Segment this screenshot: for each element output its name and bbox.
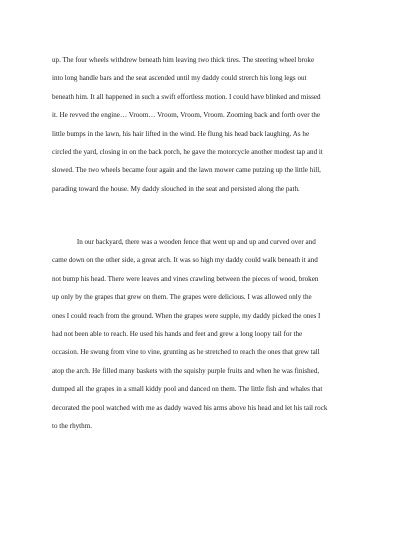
- text-line: up only by the grapes that grew on them. The grapes were delicious. I was allowed only the: [52, 293, 312, 302]
- text-line: little bumps in the lawn, his hair lifted in the wind. He flung his head back laughing. As he: [52, 129, 310, 138]
- paragraph-grape-arch: [52, 233, 382, 435]
- text-line: into long handle bars and the seat ascended until my daddy could strerch his long legs out: [52, 74, 307, 83]
- text-line: In our backyard, there was a wooden fence that went up and up and curved over and: [52, 238, 316, 246]
- text-line: atop the arch. He filled many baskets with the squishy purple fruits and when he was finished,: [52, 366, 320, 375]
- text-line: it. He revved the engine… Vroom… Vroom, Vroom, Vroom. Zooming back and forth over the: [52, 111, 321, 120]
- text-line: up. The four wheels withdrew beneath him leaving two thick tires. The steering wheel broke: [52, 56, 315, 64]
- text-line: occasion. He swung from vine to vine, grunting as he stretched to reach the ones that grew tall: [52, 348, 320, 357]
- text-line: beneath him. It all happened in such a swift effortless motion. I could have blinked and missed: [52, 92, 321, 101]
- text-line: came down on the other side, a great arch. It was so high my daddy could walk beneath it and: [52, 256, 318, 265]
- text-line: decorated the pool watched with me as daddy waved his arms above his head and let his tail rock: [52, 403, 328, 412]
- text-line: ones I could reach from the ground. When the grapes were supple, my daddy picked the ones I: [52, 311, 321, 320]
- text-line: parading toward the house. My daddy slouched in the seat and persisted along the path.: [52, 184, 300, 193]
- text-line: circled the yard, closing in on the back porch, he gave the motorcycle another modest tap and it: [52, 148, 323, 157]
- text-line: had not been able to reach. He used his hands and feet and grew a long loopy tail for the: [52, 330, 303, 339]
- text-line: dumped all the grapes in a small kiddy pool and danced on them. The little fish and whales that: [52, 385, 323, 394]
- paragraph-motorcycle: [52, 51, 382, 198]
- text-line: to the rhythm.: [52, 422, 92, 431]
- text-line: slowed. The two wheels became four again and the lawn mower came putzing up the little hill,: [52, 166, 321, 175]
- text-line: not bump his head. There were leaves and vines crawling between the pieces of wood, broken: [52, 274, 319, 283]
